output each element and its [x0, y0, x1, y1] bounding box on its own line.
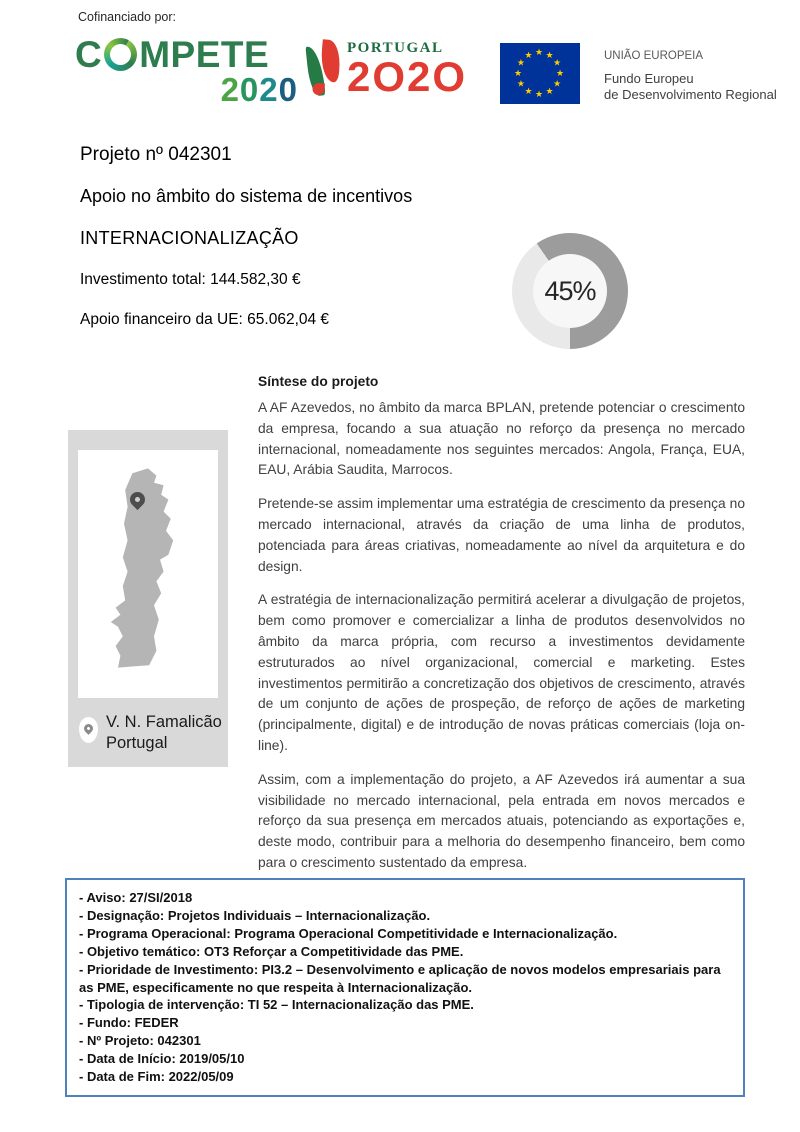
compete-wordmark — [75, 36, 300, 73]
globe-icon — [104, 38, 137, 71]
detail-line: - Nº Projeto: 042301 — [79, 1033, 201, 1049]
pin-icon — [82, 722, 95, 735]
compete-year-digit: 2 — [259, 71, 279, 108]
portugal-silhouette — [94, 459, 202, 689]
eu-fund-line2: de Desenvolvimento Regional — [604, 87, 777, 102]
synthesis-paragraph: Pretende-se assim implementar uma estratégia de crescimento da presença no mercado internacional, através da criação de uma linha de produtos, potenciada para áreas criativas, nomeadamente ao nível da arquitetura e do design. — [258, 496, 745, 574]
program-name: INTERNACIONALIZAÇÃO — [80, 228, 299, 248]
eu-flag-icon — [500, 43, 580, 104]
project-details-box — [65, 878, 745, 1097]
synthesis-heading: Síntese do projeto — [258, 374, 379, 389]
detail-line: - Prioridade de Investimento: PI3.2 – Desenvolvimento e aplicação de novos modelos empresariais para as PME, especificamente no que respeita à Internacionalização. — [79, 961, 721, 995]
compete-letters-mpete: MPETE — [139, 34, 270, 75]
compete-year-digit: 2 — [220, 71, 240, 108]
compete-2020-logo — [75, 34, 300, 108]
synthesis-paragraph: A estratégia de internacionalização permitirá acelerar a divulgação de projetos, bem como promover e comercializar a linha de produtos desenvolvidos no âmbito da marca própria, com recurso a investimentos devidamente estruturados ao nível organizacional, comercial e marketing. Estes investimentos permitirão a concretização dos objetivos de crescimento, através de um conjunto de ações de prospeção, de reforço de ações de marketing (principalmente, digital) e de introdução de novas práticas comerciais (loja on-line). — [258, 592, 745, 753]
investment-total: Investimento total: 144.582,30 € — [80, 271, 301, 288]
synthesis-paragraph: A AF Azevedos, no âmbito da marca BPLAN, pretende potenciar o crescimento da empresa, focando a sua atuação no reforço da presença no mercado internacional, nomeadamente nos seguintes mercados: Angola, França, EUA, EAU, Arábia Saudita, Marrocos. — [258, 400, 745, 478]
donut-percentage-label: 45% — [544, 275, 596, 306]
project-subtitle: Apoio no âmbito do sistema de incentivos — [80, 186, 413, 206]
project-number-title: Projeto nº 042301 — [80, 144, 232, 165]
detail-line: - Tipologia de intervenção: TI 52 – Internacionalização das PME. — [79, 997, 474, 1013]
portugal-map — [78, 450, 218, 698]
eu-fund-line1: Fundo Europeu — [604, 71, 694, 86]
detail-line: - Data de Início: 2019/05/10 — [79, 1051, 245, 1067]
location-map-card — [68, 430, 228, 767]
eu-financial-support: Apoio financeiro da UE: 65.062,04 € — [80, 311, 330, 328]
donut-hole — [533, 254, 607, 328]
portugal-flag-leaf-icon — [308, 40, 342, 100]
location-badge — [79, 717, 98, 743]
support-percentage-donut-chart — [512, 233, 628, 349]
location-city: V. N. Famalicão — [106, 713, 222, 731]
detail-line: - Objetivo temático: OT3 Reforçar a Competitividade das PME. — [79, 943, 464, 959]
detail-line: - Fundo: FEDER — [79, 1015, 179, 1031]
eu-union-label: UNIÃO EUROPEIA — [604, 50, 704, 62]
compete-year-digit: 0 — [239, 71, 260, 108]
portugal-year: 2O2O — [347, 53, 468, 100]
portugal-wordmark: PORTUGAL — [347, 40, 444, 56]
eu-funding-text — [604, 50, 777, 103]
detail-line: - Programa Operacional: Programa Operacional Competitividade e Internacionalização. — [79, 925, 618, 941]
synthesis-paragraphs — [258, 398, 745, 874]
compete-year-digit: 0 — [278, 71, 298, 108]
project-synthesis-section — [258, 374, 745, 887]
location-country: Portugal — [106, 734, 168, 752]
detail-line: - Designação: Projetos Individuais – Internacionalização. — [79, 907, 431, 923]
synthesis-paragraph: Assim, com a implementação do projeto, a AF Azevedos irá aumentar a sua visibilidade no mercado internacional, pela entrada em novos mercados e reforço da sua presença em mercados atuais, potenciando as exportações e, deste modo, contribuir para a melhoria do desempenho financeiro, bem como para o crescimento sustentado da empresa. — [258, 771, 745, 870]
compete-year — [75, 71, 300, 108]
cofinance-label: Cofinanciado por: — [78, 10, 176, 24]
portugal-2020-logo — [308, 40, 467, 100]
detail-line: - Data de Fim: 2022/05/09 — [79, 1069, 234, 1085]
detail-line: - Aviso: 27/SI/2018 — [79, 890, 193, 905]
compete-letter-c: C — [75, 34, 103, 75]
